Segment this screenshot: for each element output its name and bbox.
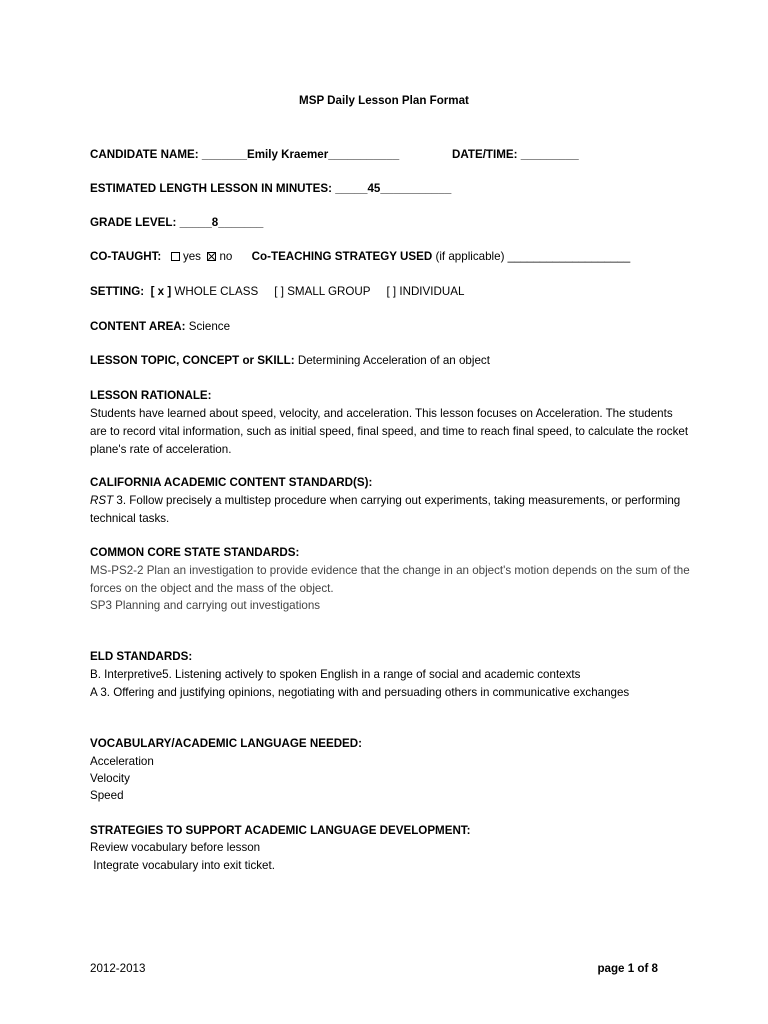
rationale-heading: LESSON RATIONALE: [90,389,212,402]
vocab-item: Speed [90,789,124,802]
ca-standard-heading: CALIFORNIA ACADEMIC CONTENT STANDARD(S): [90,476,373,489]
checkbox-empty-icon [171,252,180,261]
strategies-item: Review vocabulary before lesson [90,841,261,854]
footer-page-number: page 1 of 8 [597,962,658,975]
candidate-value: _______Emily Kraemer___________ [201,148,400,161]
ccss-line-1: MS-PS2-2 Plan an investigation to provide evidence that the change in an object's motion depends on the sum of the forces on the object and the mass of the object. [90,564,690,595]
setting-label: SETTING: [90,285,145,298]
ccss-heading: COMMON CORE STATE STANDARDS: [90,546,300,559]
ca-standard-body: 3. Follow precisely a multistep procedure when carrying out experiments, taking measurements, or performing technical tasks. [90,494,681,525]
content-area-label: CONTENT AREA: [90,320,186,333]
setting-indiv-mark: [ ] [386,285,397,298]
footer-year: 2012-2013 [90,962,146,975]
length-label: ESTIMATED LENGTH LESSON IN MINUTES: [90,182,332,195]
topic-value: Determining Acceleration of an object [297,354,490,367]
vocab-item: Velocity [90,772,130,785]
eld-line-1: B. Interpretive5. Listening actively to spoken English in a range of social and academic contexts [90,668,581,681]
ca-standard-text [90,492,690,528]
cotaught-no: no [219,250,233,263]
setting-indiv: INDIVIDUAL [399,285,465,298]
setting-whole-mark: [ x ] [150,285,172,298]
eld-heading: ELD STANDARDS: [90,650,193,663]
topic-label: LESSON TOPIC, CONCEPT or SKILL: [90,354,295,367]
content-area-row [90,318,230,336]
strategy-label: Co-TEACHING STRATEGY USED [251,250,433,263]
setting-row [90,283,464,301]
date-row [452,146,579,164]
setting-small: SMALL GROUP [287,285,371,298]
strategies-item: Integrate vocabulary into exit ticket. [90,859,275,872]
eld-line-2: A 3. Offering and justifying opinions, negotiating with and persuading others in communicative exchanges [90,686,630,699]
checkbox-checked-icon [207,252,216,261]
strategy-note: (if applicable) [435,250,505,263]
grade-row [90,214,263,232]
content-area-value: Science [188,320,231,333]
vocab-item: Acceleration [90,755,154,768]
length-value: _____45___________ [335,182,452,195]
strategies-heading: STRATEGIES TO SUPPORT ACADEMIC LANGUAGE DEVELOPMENT: [90,824,471,837]
cotaught-yes: yes [182,250,201,263]
topic-row [90,352,490,370]
date-label: DATE/TIME: [452,148,518,161]
ccss-line-2: SP3 Planning and carrying out investigations [90,599,321,612]
grade-value: _____8_______ [179,216,264,229]
date-value: _________ [520,148,579,161]
candidate-row [90,146,399,164]
setting-whole: WHOLE CLASS [174,285,259,298]
grade-label: GRADE LEVEL: [90,216,177,229]
cotaught-row [90,248,630,266]
rationale-text: Students have learned about speed, velocity, and acceleration. This lesson focuses on Acceleration. The students are to record vital information, such as initial speed, final speed, and time to reach final speed, to calculate the rocket plane's rate of acceleration. [90,407,689,456]
length-row [90,180,451,198]
document-title: MSP Daily Lesson Plan Format [299,94,469,107]
setting-small-mark: [ ] [274,285,284,298]
ca-standard-code: RST [90,494,114,507]
candidate-label: CANDIDATE NAME: [90,148,199,161]
strategy-value: ___________________ [507,250,631,263]
cotaught-label: CO-TAUGHT: [90,250,162,263]
vocab-heading: VOCABULARY/ACADEMIC LANGUAGE NEEDED: [90,737,363,750]
